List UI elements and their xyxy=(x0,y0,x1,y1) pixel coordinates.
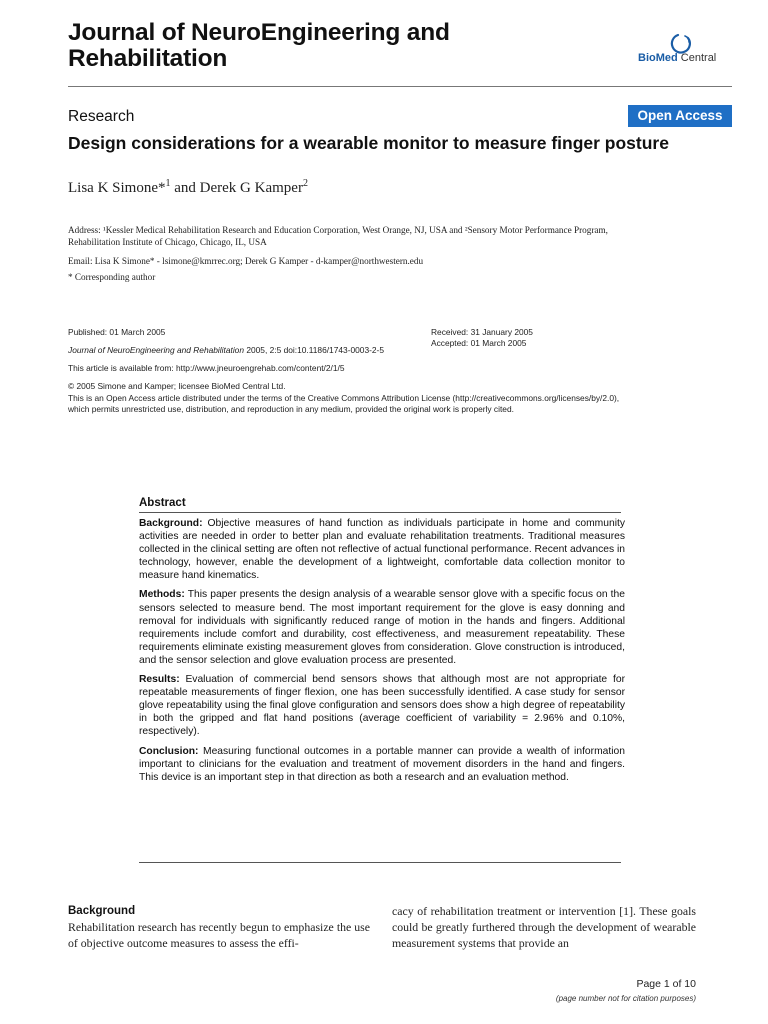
address xyxy=(68,224,728,248)
license xyxy=(68,393,732,415)
received-date: Received: 31 January 2005 xyxy=(431,327,533,337)
citation-details: 2005, 2:5 doi:10.1186/1743-0003-2-5 xyxy=(244,345,385,355)
abstract-conclusion xyxy=(139,745,625,784)
availability-link[interactable]: This article is available from: http://www.jneuroengrehab.com/content/2/1/5 xyxy=(68,363,345,373)
page-number-note: (page number not for citation purposes) xyxy=(555,994,696,1003)
publisher-logo xyxy=(638,32,728,68)
abstract-results-text: Evaluation of commercial bend sensors shows that although most are not appropriate for repeatable measurements of finger flexion, one has been successfully identified. A case study for sensor glove repeatability using the final glove configuration and sensors does show a high degree of repeatability in both the gripped and flat hand positions (average coefficient of variability = 2.96% and 0.10%, respectively). xyxy=(139,674,625,738)
address-line2: Rehabilitation Institute of Chicago, Chicago, IL, USA xyxy=(68,237,267,247)
journal-title-line1: Journal of NeuroEngineering and xyxy=(68,19,450,46)
corresponding-author: * Corresponding author xyxy=(68,272,156,282)
journal-title-line2: Rehabilitation xyxy=(68,45,228,72)
abstract-background xyxy=(139,517,625,582)
abstract-results xyxy=(139,673,625,738)
address-line1: Address: ¹Kessler Medical Rehabilitation Research and Education Corporation, West Orange, NJ, USA and ²Sensory Motor Performance Program, xyxy=(68,225,608,235)
header-divider xyxy=(68,86,732,87)
abstract-conclusion-text: Measuring functional outcomes in a portable manner can provide a wealth of information important to clinicians for the evaluation and treatment of movement disorders in the hand and fingers. This device is an important step in that direction as both a research and an evaluation method. xyxy=(139,745,625,783)
license-line2: which permits unrestricted use, distribution, and reproduction in any medium, provided the original work is properly cited. xyxy=(68,404,514,414)
abstract-heading: Abstract xyxy=(139,497,186,509)
citation xyxy=(68,345,384,356)
abstract-methods-label: Methods: xyxy=(139,589,185,601)
abstract-top-divider xyxy=(139,512,621,513)
abstract-methods xyxy=(139,588,625,667)
body-column-right: cacy of rehabilitation treatment or intervention [1]. These goals could be greatly furthered through the development of wearable measurement systems that provide an xyxy=(392,904,696,950)
publisher-swirl-icon xyxy=(670,32,694,54)
abstract-conclusion-label: Conclusion: xyxy=(139,745,199,757)
author-2-affil: 2 xyxy=(302,178,308,189)
license-line1: This is an Open Access article distributed under the terms of the Creative Commons Attribution License (http://creativecommons.org/licenses/by/2.0), xyxy=(68,393,620,403)
abstract-methods-text: This paper presents the design analysis of a wearable sensor glove with a specific focus on the sensors selected to measure bend. The most important requirement for the glove is easy donning and removal for individuals with significantly reduced range of motion in the hands and fingers. Additional requirements include comfort and durability, cost effectiveness, and measurement repeatability. These requirements eliminate existing measurement gloves from consideration. Glove construction is introduced, and the sensor selection and glove evaluation process are presented. xyxy=(139,589,625,666)
abstract-background-text: Objective measures of hand function as individuals participate in home and community activities are needed in order to better plan and evaluate rehabilitation treatments. Traditional measures collected in the clinical setting are often not reflective of actual functional performance. Recent advances in technology, however, enable the development of a lightweight, comfortable data collection monitor to measure hand kinematics. xyxy=(139,518,625,582)
journal-title xyxy=(68,20,450,72)
published-date: Published: 01 March 2005 xyxy=(68,327,166,337)
author-1: Lisa K Simone* xyxy=(68,180,166,196)
email-line: Email: Lisa K Simone* - lsimone@kmrrec.org; Derek G Kamper - d-kamper@northwestern.edu xyxy=(68,256,424,266)
accepted-date: Accepted: 01 March 2005 xyxy=(431,338,527,348)
publisher-name xyxy=(638,52,716,64)
citation-journal: Journal of NeuroEngineering and Rehabilitation xyxy=(68,345,244,355)
body-column-left: Rehabilitation research has recently begun to emphasize the use of objective outcome measures to assess the effi- xyxy=(68,920,370,950)
publisher-bio: BioMed xyxy=(638,52,678,64)
open-access-badge: Open Access xyxy=(628,105,732,127)
abstract-section xyxy=(139,497,625,790)
page-number: Page 1 of 10 xyxy=(636,978,696,990)
publisher-central: Central xyxy=(677,52,717,64)
section-heading-background: Background xyxy=(68,905,136,917)
author-1-affil: 1 xyxy=(165,178,171,189)
abstract-bottom-divider xyxy=(139,862,621,863)
abstract-results-label: Results: xyxy=(139,674,180,686)
authors xyxy=(68,178,308,197)
copyright: © 2005 Simone and Kamper; licensee BioMed Central Ltd. xyxy=(68,381,286,391)
abstract-background-label: Background: xyxy=(139,518,203,529)
article-title: Design considerations for a wearable monitor to measure finger posture xyxy=(68,133,669,153)
article-type: Research xyxy=(68,108,135,125)
author-conj: and Derek G Kamper xyxy=(170,180,303,196)
